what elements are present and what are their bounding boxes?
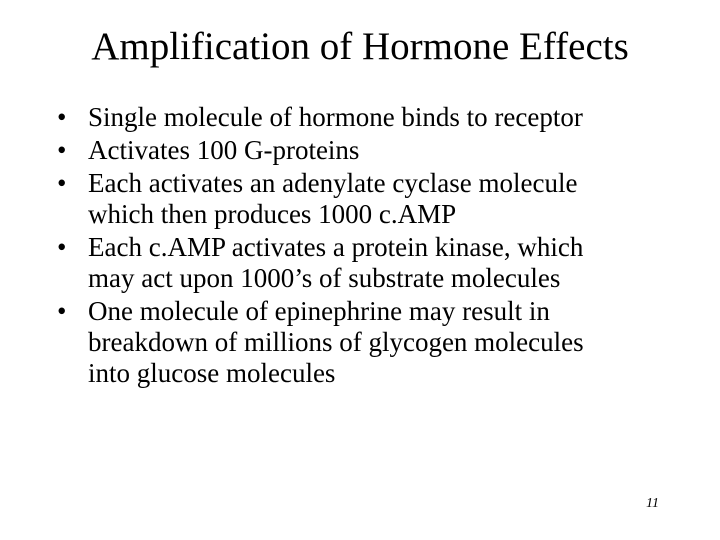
bullet-text: One molecule of epinephrine may result in breakdown of millions of glycogen molecules into glucose molecules <box>88 296 584 388</box>
bullet-text: Single molecule of hormone binds to receptor <box>88 102 583 132</box>
slide-title: Amplification of Hormone Effects <box>91 25 629 68</box>
bullet-marker: • <box>57 102 67 132</box>
bullet-marker: • <box>57 232 67 262</box>
bullet-text: Each c.AMP activates a protein kinase, which may act upon 1000’s of substrate molecules <box>88 232 584 293</box>
bullet-item <box>57 135 697 166</box>
bullet-list <box>57 102 697 391</box>
bullet-item <box>57 168 697 230</box>
page-number: 11 <box>646 496 659 511</box>
bullet-text: Activates 100 G-proteins <box>88 135 360 165</box>
bullet-marker: • <box>57 168 67 198</box>
bullet-item <box>57 102 697 133</box>
bullet-marker: • <box>57 296 67 326</box>
bullet-text: Each activates an adenylate cyclase molecule which then produces 1000 c.AMP <box>88 168 578 229</box>
bullet-item <box>57 296 697 389</box>
bullet-marker: • <box>57 135 67 165</box>
bullet-item <box>57 232 697 294</box>
